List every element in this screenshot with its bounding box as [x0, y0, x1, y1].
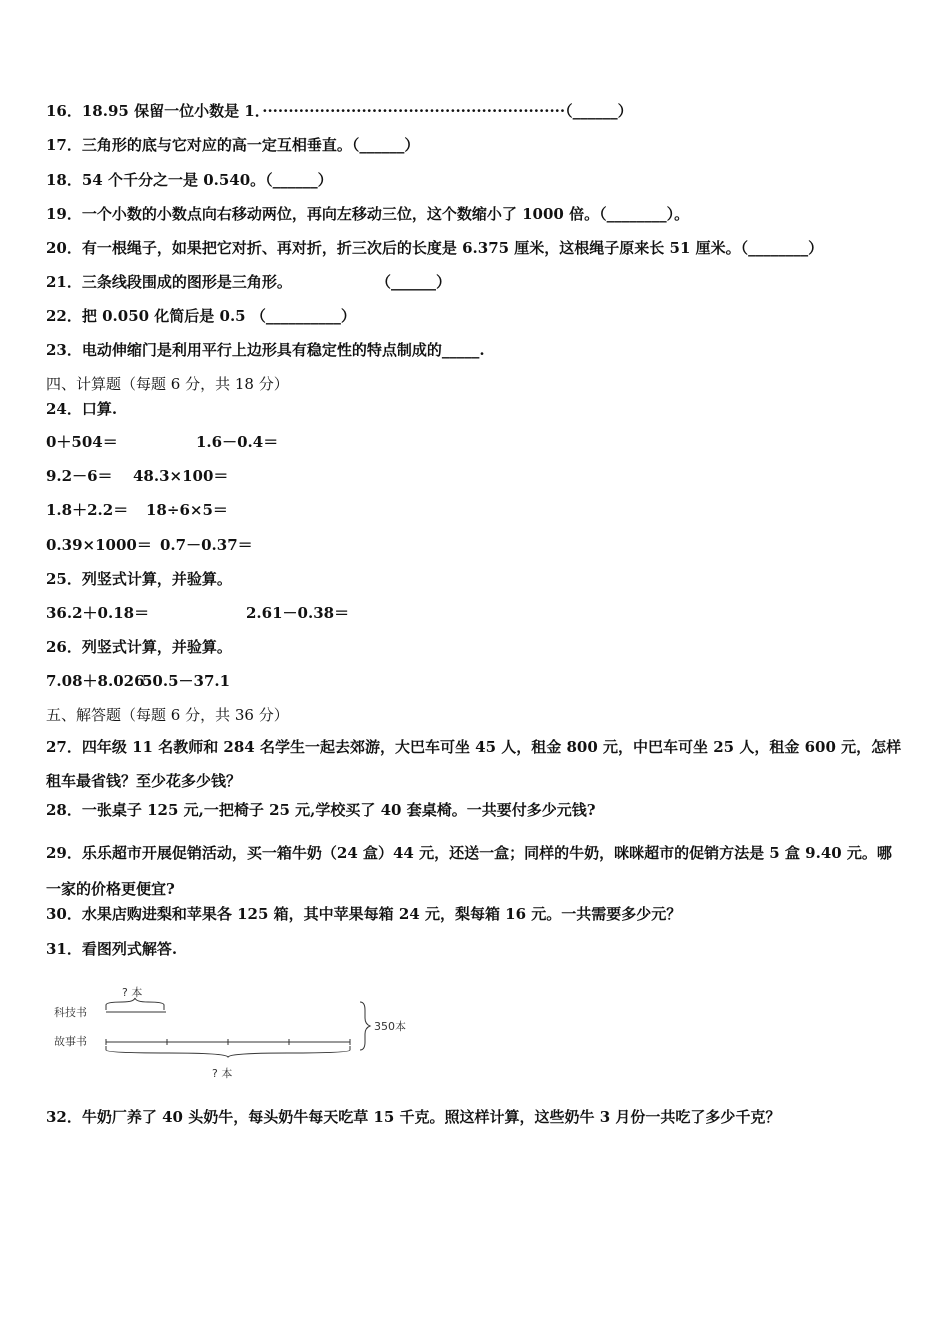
oral-row-3-b: 18÷6×5＝ — [146, 501, 228, 519]
bottom-brace — [106, 1046, 350, 1057]
oral-row-1-a: 0＋504＝ — [46, 433, 118, 451]
question-29: 29．乐乐超市开展促销活动，买一箱牛奶（24 盒）44 元，还送一盒；同样的牛奶，咪咪超市的促销方法是 5 盒 9.40 元。哪一家的价格更便宜? — [46, 844, 892, 898]
oral-row-4-b: 0.7－0.37＝ — [160, 536, 253, 554]
question-26: 26．列竖式计算，并验算。 — [46, 638, 232, 656]
question-31: 31．看图列式解答. — [46, 940, 178, 958]
bottom-question-label: ? 本 — [212, 1067, 233, 1080]
bar-model-figure — [40, 978, 420, 1088]
question-20: 20．有一根绳子，如果把它对折、再对折，折三次后的长度是 6.375 厘米，这根绳子原来长 51 厘米。（________） — [46, 239, 824, 257]
story-books-label: 故事书 — [54, 1035, 87, 1048]
question-22: 22．把 0.050 化简后是 0.5 （__________） — [46, 307, 356, 325]
oral-row-2-b: 48.3×100＝ — [133, 467, 229, 485]
question-24: 24．口算. — [46, 400, 118, 418]
question-32: 32．牛奶厂养了 40 头奶牛，每头奶牛每天吃草 15 千克。照这样计算，这些奶牛 3 月份一共吃了多少千克？ — [46, 1108, 781, 1126]
question-21: 21．三条线段围成的图形是三角形。 — [46, 273, 292, 291]
total-label: 350本 — [374, 1020, 406, 1033]
question-17: 17．三角形的底与它对应的高一定互相垂直。（______） — [46, 136, 420, 154]
question-21-blank: （______） — [376, 273, 452, 291]
question-26-a: 7.08＋8.026 — [46, 672, 145, 690]
question-25-a: 36.2＋0.18＝ — [46, 604, 150, 622]
oral-row-1-b: 1.6－0.4＝ — [196, 433, 279, 451]
section-5-title: 五、解答题（每题 6 分，共 36 分） — [46, 706, 289, 724]
oral-row-3-a: 1.8＋2.2＝ — [46, 501, 129, 519]
section-4-title: 四、计算题（每题 6 分，共 18 分） — [46, 375, 289, 393]
top-question-label: ? 本 — [122, 986, 143, 999]
right-brace — [360, 1002, 370, 1050]
top-brace — [106, 998, 164, 1010]
question-25-b: 2.61－0.38＝ — [246, 604, 350, 622]
question-30: 30．水果店购进梨和苹果各 125 箱，其中苹果每箱 24 元，梨每箱 16 元。一共需要多少元？ — [46, 905, 682, 923]
question-25: 25．列竖式计算，并验算。 — [46, 570, 232, 588]
question-26-b: 50.5－37.1 — [142, 672, 231, 690]
question-28: 28．一张桌子 125 元,一把椅子 25 元,学校买了 40 套桌椅。一共要付多少元钱? — [46, 801, 596, 819]
sci-books-label: 科技书 — [54, 1006, 87, 1019]
question-19: 19．一个小数的小数点向右移动两位，再向左移动三位，这个数缩小了 1000 倍。（________）。 — [46, 205, 690, 223]
question-27: 27．四年级 11 名教师和 284 名学生一起去郊游，大巴车可坐 45 人，租金 800 元，中巴车可坐 25 人，租金 600 元，怎样租车最省钱？至少花多少钱？ — [46, 738, 902, 790]
question-16: 16．18.95 保留一位小数是 1．··························································（______） — [46, 102, 633, 120]
oral-row-2-a: 9.2－6＝ — [46, 467, 113, 485]
question-18: 18．54 个千分之一是 0.540。（______） — [46, 171, 333, 189]
question-23: 23．电动伸缩门是利用平行上边形具有稳定性的特点制成的_____. — [46, 341, 485, 359]
oral-row-4-a: 0.39×1000＝ — [46, 536, 152, 554]
